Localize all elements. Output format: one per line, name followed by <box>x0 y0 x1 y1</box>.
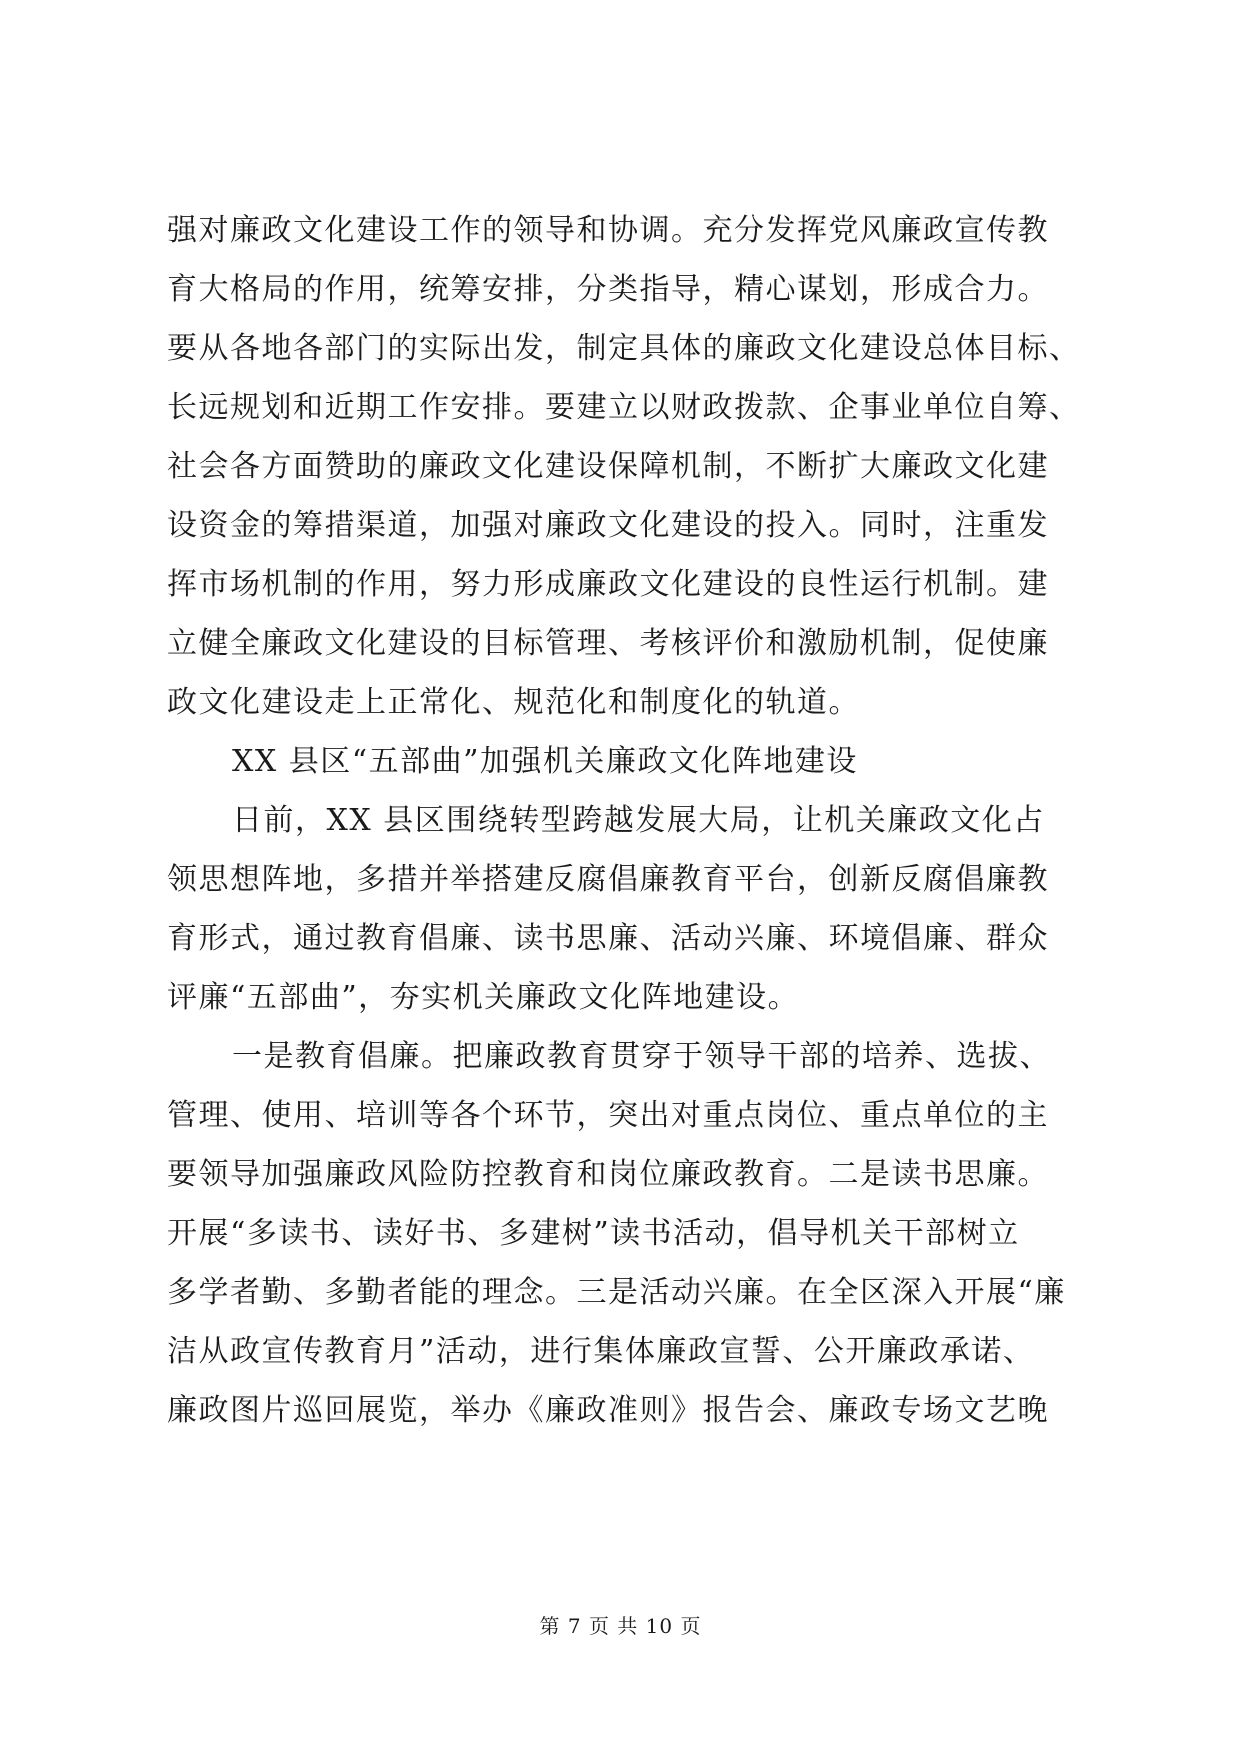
body-text-line: 育形式，通过教育倡廉、读书思廉、活动兴廉、环境倡廉、群众 <box>167 921 1049 956</box>
body-text-line: 评廉“五部曲”，夯实机关廉政文化阵地建设。 <box>167 980 800 1015</box>
body-text-line: 洁从政宣传教育月”活动，进行集体廉政宣誓、公开廉政承诺、 <box>167 1334 1035 1369</box>
body-text-line: 立健全廉政文化建设的目标管理、考核评价和激励机制，促使廉 <box>167 626 1049 661</box>
body-text-line: 日前，XX 县区围绕转型跨越发展大局，让机关廉政文化占 <box>232 803 1045 838</box>
body-text-line: 长远规划和近期工作安排。要建立以财政拨款、企事业单位自筹、 <box>167 390 1081 425</box>
body-text-line: 设资金的筹措渠道，加强对廉政文化建设的投入。同时，注重发 <box>167 508 1049 543</box>
body-text-line: 挥市场机制的作用，努力形成廉政文化建设的良性运行机制。建 <box>167 567 1049 602</box>
section-heading: XX 县区“五部曲”加强机关廉政文化阵地建设 <box>232 744 858 779</box>
body-text-line: 多学者勤、多勤者能的理念。三是活动兴廉。在全区深入开展“廉 <box>167 1275 1066 1310</box>
body-text-line: 强对廉政文化建设工作的领导和协调。充分发挥党风廉政宣传教 <box>167 213 1049 248</box>
body-text-line: 领思想阵地，多措并举搭建反腐倡廉教育平台，创新反腐倡廉教 <box>167 862 1049 897</box>
body-text-line: 要从各地各部门的实际出发，制定具体的廉政文化建设总体目标、 <box>167 331 1081 366</box>
body-text-line: 育大格局的作用，统筹安排，分类指导，精心谋划，形成合力。 <box>167 272 1049 307</box>
body-text-line: 社会各方面赞助的廉政文化建设保障机制，不断扩大廉政文化建 <box>167 449 1049 484</box>
body-text-line: 要领导加强廉政风险防控教育和岗位廉政教育。二是读书思廉。 <box>167 1157 1049 1192</box>
page-number-footer: 第 7 页 共 10 页 <box>539 1614 702 1638</box>
body-text-line: 政文化建设走上正常化、规范化和制度化的轨道。 <box>167 685 860 720</box>
body-text-line: 廉政图片巡回展览，举办《廉政准则》报告会、廉政专场文艺晚 <box>167 1393 1049 1428</box>
body-text-line: 开展“多读书、读好书、多建树”读书活动，倡导机关干部树立 <box>167 1216 1020 1251</box>
body-text-line: 管理、使用、培训等各个环节，突出对重点岗位、重点单位的主 <box>167 1098 1049 1133</box>
body-text-line: 一是教育倡廉。把廉政教育贯穿于领导干部的培养、选拔、 <box>232 1039 1051 1074</box>
